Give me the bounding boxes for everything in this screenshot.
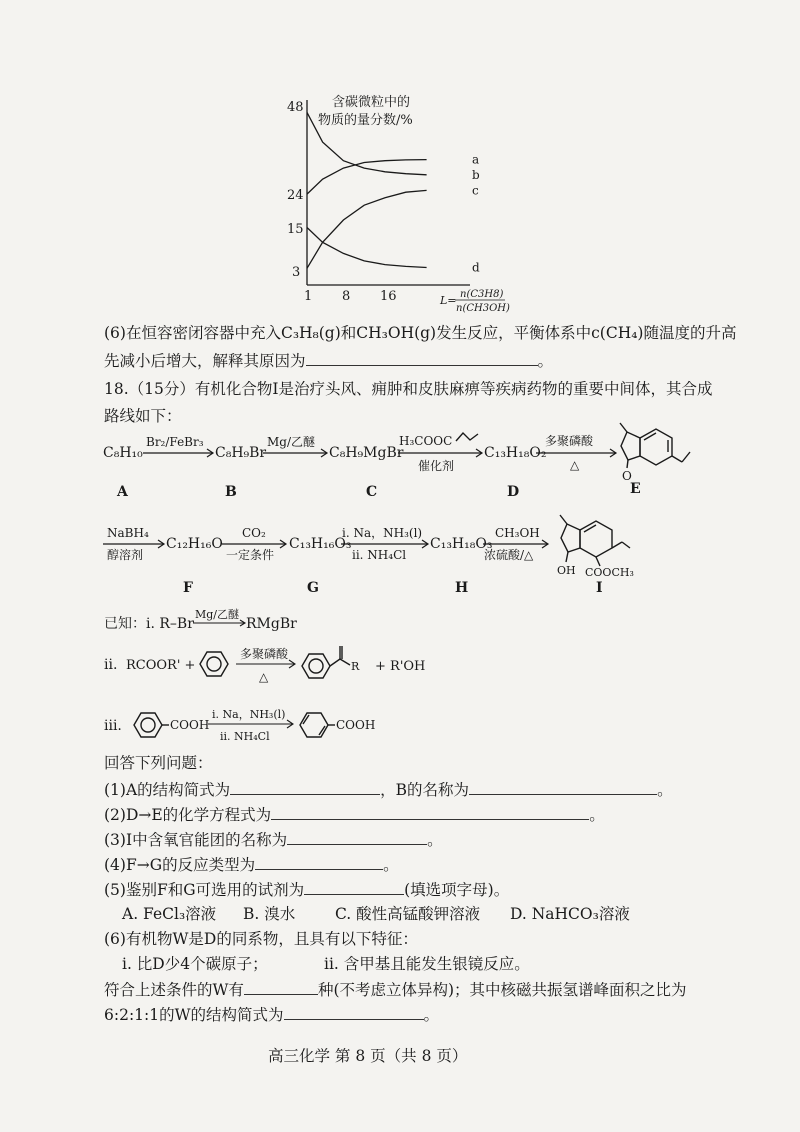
- benzene-ring-ii: [200, 652, 228, 676]
- curve-label-c: c: [472, 183, 479, 198]
- known-ii-reactant: RCOOR' +: [126, 658, 196, 673]
- ytick-24: 24: [287, 188, 304, 203]
- ytick-15: 15: [287, 222, 304, 237]
- reagent-6-bottom: 一定条件: [226, 548, 275, 562]
- xtick-1: 1: [304, 289, 313, 304]
- label-F: F: [183, 580, 193, 596]
- q6b-count-blank[interactable]: [244, 978, 318, 995]
- q2-blank[interactable]: [271, 803, 589, 820]
- q6b-line3: [104, 978, 687, 1001]
- known-iii-reagent-top: i. Na，NH₃(l): [212, 708, 286, 721]
- formula-G: C₁₃H₁₆O₃: [289, 536, 352, 552]
- chart-ylabel-line2: 物质的量分数/%: [318, 113, 413, 128]
- reagent-7-top: i. Na，NH₃(l): [342, 526, 423, 540]
- mole-fraction-chart: [270, 88, 540, 313]
- q5-label: (5)鉴别F和G可选用的试剂为: [104, 881, 305, 899]
- q6b-count-tail: 种(不考虑立体异构)；其中核磁共振氢谱峰面积之比为: [317, 981, 687, 999]
- synthesis-route-2: [95, 510, 695, 600]
- q4-blank[interactable]: [255, 853, 383, 870]
- formula-F: C₁₂H₁₆O: [166, 536, 223, 552]
- q1-blank-B[interactable]: [469, 778, 657, 795]
- known-i-reagent: Mg/乙醚: [195, 608, 240, 621]
- known-ii-product2: + R'OH: [375, 659, 426, 674]
- xlabel-num: n(C3H8): [460, 289, 504, 300]
- reagent-3-bottom: 催化剂: [418, 459, 455, 473]
- known-ii-reagent-bottom: △: [259, 670, 269, 684]
- reagent-4-bottom: △: [570, 458, 580, 472]
- known-ii-R: R: [351, 660, 360, 673]
- q6b-structure-label: 6:2:1:1的W的结构简式为: [104, 1006, 284, 1024]
- xlabel-den: n(CH3OH): [456, 303, 510, 313]
- q5-row: [104, 878, 509, 901]
- label-I: I: [596, 580, 603, 596]
- q3-period: 。: [427, 831, 443, 849]
- q1-blank-A[interactable]: [230, 778, 380, 795]
- label-E: E: [630, 481, 641, 497]
- structure-E: [620, 423, 690, 483]
- q2-label: (2)D→E的化学方程式为: [104, 806, 272, 824]
- q6b-line4: [104, 1003, 439, 1026]
- q1-label: (1)A的结构简式为: [104, 781, 231, 799]
- known-i-label: 已知：i. R–Br: [104, 616, 194, 632]
- formula-H: C₁₃H₁₈O₃: [430, 536, 493, 552]
- allyl-chain: [456, 433, 478, 441]
- q5-blank[interactable]: [304, 878, 404, 895]
- q3-label: (3)I中含氧官能团的名称为: [104, 831, 288, 849]
- label-C: C: [366, 484, 378, 500]
- page-footer: 高三化学 第 8 页（共 8 页）: [268, 1047, 468, 1065]
- reagent-3-top: H₃COOC: [399, 434, 453, 448]
- q6-text-line1: (6)在恒容密闭容器中充入C₃H₈(g)和CH₃OH(g)发生反应，平衡体系中c(CH₄)随温度的升高: [104, 324, 737, 342]
- E-oxygen: O: [622, 469, 632, 483]
- q18-intro-line2: 路线如下：: [104, 407, 182, 425]
- curve-label-d: d: [472, 260, 480, 275]
- xtick-8: 8: [342, 289, 351, 304]
- reagent-4-top: 多聚磷酸: [545, 434, 594, 448]
- xtick-16: 16: [380, 289, 397, 304]
- q18-intro-line1: 18.（15分）有机化合物I是治疗头风、痈肿和皮肤麻痹等疾病药物的重要中间体，其合成: [104, 380, 713, 398]
- reagent-1: Br₂/FeBr₃: [146, 435, 204, 449]
- q6b-cond-i: i. 比D少4个碳原子；: [122, 955, 268, 973]
- reagent-8-bottom: 浓硫酸/△: [484, 548, 534, 562]
- known-iii-product-group: COOH: [336, 718, 376, 732]
- reagent-5-top: NaBH₄: [107, 526, 149, 540]
- ytick-48: 48: [287, 100, 304, 115]
- synthesis-route-1: [95, 420, 695, 505]
- ketone-product: [302, 646, 350, 678]
- q1-period: 。: [657, 781, 673, 799]
- q5-option-A[interactable]: A. FeCl₃溶液: [122, 905, 217, 923]
- q1-label-b: ，B的名称为: [380, 781, 470, 799]
- curve-d: [307, 228, 427, 268]
- q5-option-B[interactable]: B. 溴水: [243, 905, 296, 923]
- formula-D: C₁₃H₁₈O₂: [484, 445, 547, 461]
- I-hydroxyl: OH: [557, 564, 576, 577]
- q6b-count-label: 符合上述条件的W有: [104, 981, 244, 999]
- formula-A: C₈H₁₀: [103, 445, 143, 461]
- answer-intro: 回答下列问题：: [104, 754, 213, 772]
- label-A: A: [117, 484, 128, 500]
- q2-row: [104, 803, 605, 826]
- q6-answer-blank[interactable]: [306, 349, 538, 366]
- cyclohexadiene-acid: [300, 713, 335, 737]
- xlabel-prefix: L=: [440, 294, 457, 307]
- label-D: D: [507, 484, 520, 500]
- I-ester: COOCH₃: [585, 566, 634, 579]
- label-B: B: [225, 484, 237, 500]
- q6b-intro: (6)有机物W是D的同系物，且具有以下特征：: [104, 930, 418, 948]
- ytick-3: 3: [292, 265, 301, 280]
- structure-I: [557, 515, 634, 579]
- reagent-2: Mg/乙醚: [267, 435, 316, 449]
- q6b-period: 。: [423, 1006, 440, 1024]
- formula-C: C₈H₉MgBr: [329, 445, 404, 461]
- q1-row: [104, 778, 673, 801]
- chart-ylabel-line1: 含碳微粒中的: [332, 95, 411, 110]
- benzoic-acid: [134, 713, 169, 737]
- q5-option-D[interactable]: D. NaHCO₃溶液: [510, 905, 630, 923]
- known-iii-reagent-bottom: ii. NH₄Cl: [220, 730, 270, 743]
- formula-B: C₈H₉Br: [215, 445, 267, 461]
- curve-a: [307, 160, 427, 195]
- q6-text-line2: [104, 349, 553, 372]
- label-G: G: [307, 580, 319, 596]
- known-i-product: RMgBr: [246, 616, 297, 632]
- q3-blank[interactable]: [287, 828, 427, 845]
- curve-label-b: b: [472, 167, 480, 182]
- known-iii-label: iii.: [104, 718, 122, 734]
- reagent-7-bottom: ii. NH₄Cl: [352, 548, 407, 562]
- q6b-structure-blank[interactable]: [284, 1003, 424, 1020]
- q3-row: [104, 828, 443, 851]
- q2-period: 。: [589, 806, 605, 824]
- q5-hint: (填选项字母)。: [404, 881, 510, 899]
- q4-label: (4)F→G的反应类型为: [104, 856, 256, 874]
- known-ii-label: ii.: [104, 657, 118, 673]
- curve-c: [307, 190, 427, 268]
- q5-option-C[interactable]: C. 酸性高锰酸钾溶液: [335, 905, 481, 923]
- q4-period: 。: [383, 856, 399, 874]
- q6-text-line2-label: 先减小后增大，解释其原因为: [104, 352, 306, 370]
- q6-period: 。: [537, 352, 554, 370]
- curve-label-a: a: [472, 152, 480, 167]
- label-H: H: [455, 580, 469, 596]
- reagent-8-top: CH₃OH: [495, 526, 540, 540]
- known-ii-reagent-top: 多聚磷酸: [240, 647, 289, 661]
- reagent-6-top: CO₂: [242, 526, 266, 540]
- known-iii-reactant-group: COOH: [170, 718, 210, 732]
- known-reactions: [95, 605, 615, 750]
- q4-row: [104, 853, 399, 876]
- q6b-cond-ii: ii. 含甲基且能发生银镜反应。: [324, 955, 530, 973]
- reagent-5-bottom: 醇溶剂: [107, 548, 144, 562]
